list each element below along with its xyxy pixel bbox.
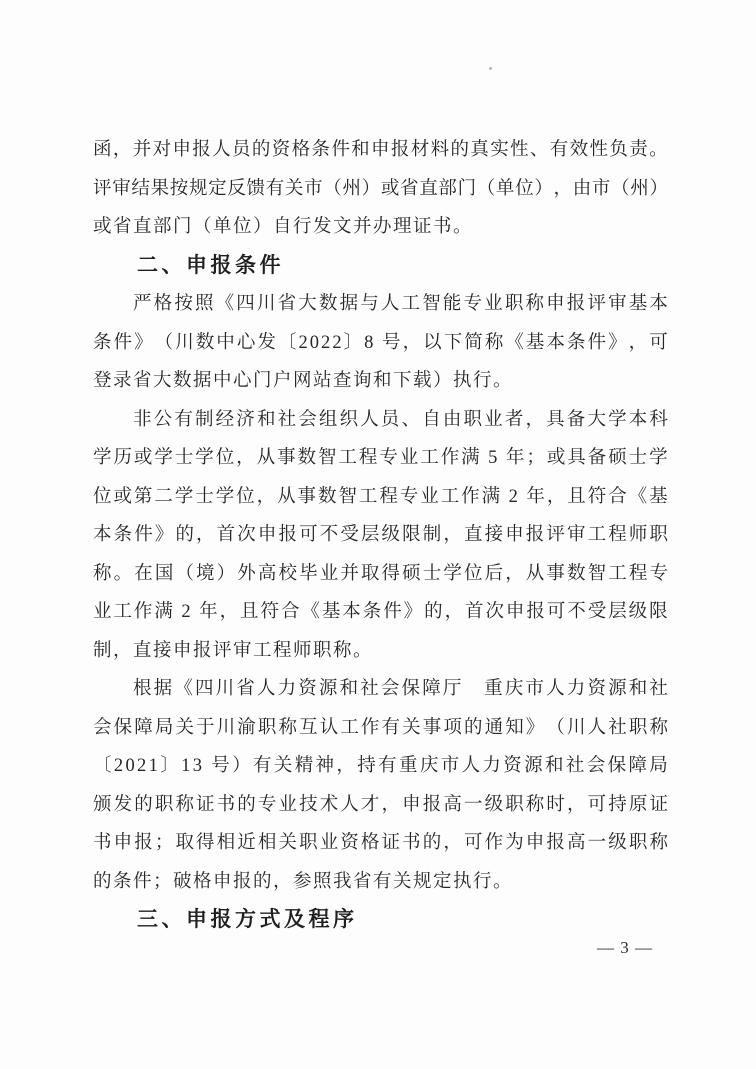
text-line: 登录省大数据中心门户网站查询和下载）执行。 [93,371,514,391]
text-line: 的条件；破格申报的，参照我省有关规定执行。 [93,871,514,892]
text-line: 〔 2 0 2 1 〕 1 3 号 ） 有 关 精 神 ， 持 有 重 庆 市 人 力 资 源 和 社 会 保 障 局 [93,756,668,776]
scan-artifact-dot [489,67,492,70]
text-line: 位 或 第 二 学 士 学 位 ， 从 事 数 智 工 程 专 业 工 作 满 2 年 ， 且 符 合 《 基 [93,486,668,507]
text-line: 严 格 按 照 《 四 川 省 大 数 据 与 人 工 智 能 专 业 职 称 申 报 评 审 基 本 [133,294,668,314]
section-heading: 三、申报方式及程序 [137,908,358,931]
text-line: 本 条 件 》 的 ， 首 次 申 报 可 不 受 层 级 限 制 ， 直 接 申 报 评 审 工 程 师 职 [93,525,668,545]
text-line: 会 保 障 局 关 于 川 渝 职 称 互 认 工 作 有 关 事 项 的 通 知 》 （ 川 人 社 职 称 [93,717,668,738]
text-line: 业 工 作 满 2 年 ， 且 符 合 《 基 本 条 件 》 的 ， 首 次 申 报 可 不 受 层 级 限 [93,602,668,622]
document-body [93,131,668,940]
text-line: 根 据 《 四 川 省 人 力 资 源 和 社 会 保 障 厅 重 庆 市 人 力 资 源 和 社 [133,679,668,699]
text-line: 制，直接申报评审工程师职称。 [93,640,374,661]
text-line: 称 。 在 国 （ 境 ） 外 高 校 毕 业 并 取 得 硕 士 学 位 后 ， 从 事 数 智 工 程 专 [93,563,668,584]
text-line: 书 申 报 ； 取 得 相 近 相 关 职 业 资 格 证 书 的 ， 可 作 为 申 报 高 一 级 职 称 [93,833,668,853]
text-line: 评 审 结 果 按 规 定 反 馈 有 关 市 （ 州 ） 或 省 直 部 门 （ 单 位 ） ， 由 市 （ 州 ） [93,178,668,199]
text-line: 非 公 有 制 经 济 和 社 会 组 织 人 员 、 自 由 职 业 者 ， 具 备 大 学 本 科 [133,409,668,430]
text-line: 学 历 或 学 士 学 位 ， 从 事 数 智 工 程 专 业 工 作 满 5 年 ； 或 具 备 硕 士 学 [93,448,668,468]
text-line: 或省直部门（单位）自行发文并办理证书。 [93,217,474,237]
section-heading: 二、申报条件 [137,253,284,277]
text-line: 函 ， 并 对 申 报 人 员 的 资 格 条 件 和 申 报 材 料 的 真 实 性 、 有 效 性 负 责 。 [93,140,668,160]
text-line: 颁 发 的 职 称 证 书 的 专 业 技 术 人 才 ， 申 报 高 一 级 职 称 时 ， 可 持 原 证 [93,794,668,815]
text-line: 条 件 》 （ 川 数 中 心 发 〔 2 0 2 2 〕 8 号 ， 以 下 简 称 《 基 本 条 件 》 ， 可 [93,332,668,353]
page-number: — 3 — [597,938,653,957]
